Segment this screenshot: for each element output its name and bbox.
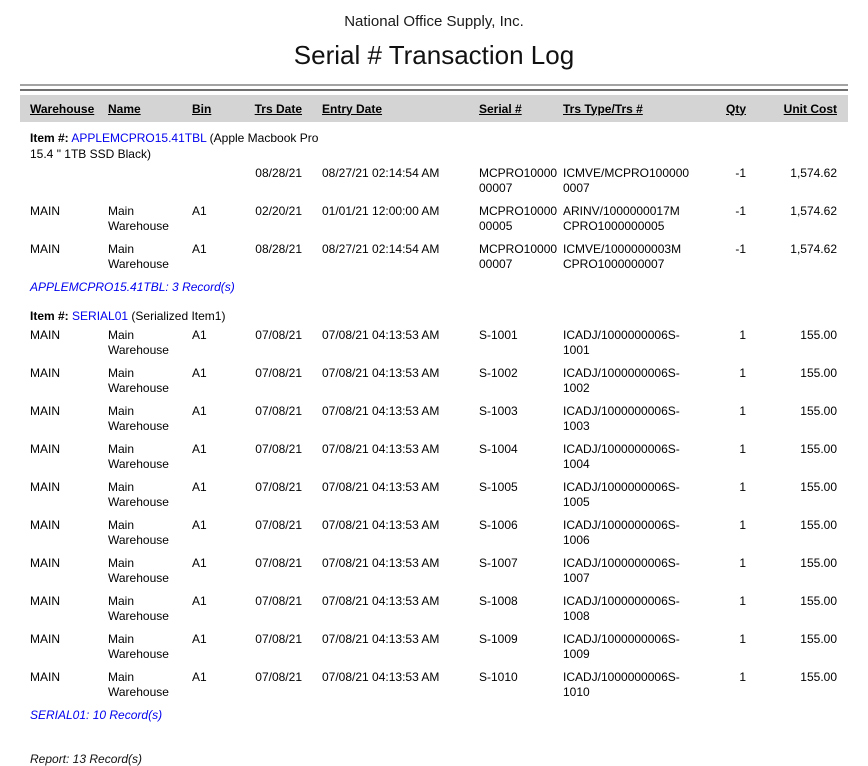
cell-trs-date: 07/08/21 [255,556,302,570]
title-divider [20,84,848,91]
table-row [30,556,868,586]
item-description: (Apple Macbook Pro 15.4 " 1TB SSD Black) [30,131,319,161]
cell-serial: MCPRO10000 00007 [479,166,558,195]
column-header-trs-type: Trs Type/Trs # [563,101,643,116]
cell-name: Main Warehouse [108,442,169,471]
cell-trs-date: 07/08/21 [255,404,302,418]
table-row [30,366,868,396]
cell-unit-cost: 155.00 [800,366,837,380]
cell-name: Main Warehouse [108,366,169,395]
cell-qty: 1 [739,632,746,646]
cell-warehouse: MAIN [30,204,60,218]
cell-trs-type: ICADJ/1000000006S- 1002 [563,366,680,395]
cell-name: Main Warehouse [108,242,169,271]
column-header-unit-cost: Unit Cost [783,101,837,116]
company-name: National Office Supply, Inc. [344,13,524,30]
cell-name: Main Warehouse [108,328,169,357]
cell-unit-cost: 155.00 [800,632,837,646]
item-description: (Serialized Item1) [131,309,226,323]
table-row [30,670,868,700]
item-code-link[interactable]: APPLEMCPRO15.41TBL [71,131,207,145]
cell-warehouse: MAIN [30,594,60,608]
column-header-trs-date: Trs Date [254,101,302,116]
cell-unit-cost: 155.00 [800,480,837,494]
cell-warehouse: MAIN [30,480,60,494]
item-number-label: Item #: [30,309,69,323]
cell-trs-date: 07/08/21 [255,670,302,684]
cell-unit-cost: 155.00 [800,670,837,684]
cell-name: Main Warehouse [108,404,169,433]
cell-unit-cost: 1,574.62 [790,204,837,218]
cell-entry-date: 07/08/21 04:13:53 AM [322,328,440,342]
cell-trs-type: ICADJ/1000000006S- 1008 [563,594,680,623]
column-header-serial: Serial # [479,101,522,116]
column-header-bin: Bin [192,101,212,116]
cell-trs-date: 07/08/21 [255,366,302,380]
column-header-qty: Qty [725,101,746,116]
cell-name: Main Warehouse [108,632,169,661]
cell-serial: S-1008 [479,594,518,608]
group-footer: APPLEMCPRO15.41TBL: 3 Record(s) [30,280,235,294]
cell-entry-date: 07/08/21 04:13:53 AM [322,670,440,684]
item-group [30,130,868,294]
cell-trs-type: ICMVE/1000000003M CPRO1000000007 [563,242,682,271]
cell-trs-type: ICMVE/MCPRO100000 0007 [563,166,690,195]
table-row [30,480,868,510]
cell-qty: 1 [739,670,746,684]
table-row [30,518,868,548]
cell-name: Main Warehouse [108,518,169,547]
cell-trs-date: 07/08/21 [255,480,302,494]
cell-unit-cost: 155.00 [800,556,837,570]
cell-warehouse: MAIN [30,632,60,646]
cell-entry-date: 07/08/21 04:13:53 AM [322,632,440,646]
cell-qty: 1 [739,442,746,456]
cell-unit-cost: 155.00 [800,442,837,456]
table-row [30,328,868,358]
table-row [30,404,868,434]
cell-entry-date: 07/08/21 04:13:53 AM [322,518,440,532]
cell-trs-type: ICADJ/1000000006S- 1006 [563,518,680,547]
cell-bin: A1 [192,204,207,218]
cell-bin: A1 [192,518,207,532]
cell-name: Main Warehouse [108,670,169,699]
group-footer: SERIAL01: 10 Record(s) [30,708,163,722]
cell-trs-type: ICADJ/1000000006S- 1003 [563,404,680,433]
cell-entry-date: 01/01/21 12:00:00 AM [322,204,440,218]
column-header-name: Name [108,101,141,116]
cell-qty: 1 [739,556,746,570]
item-header [30,130,322,162]
cell-bin: A1 [192,632,207,646]
cell-warehouse: MAIN [30,328,60,342]
cell-trs-date: 07/08/21 [255,594,302,608]
cell-trs-type: ARINV/1000000017M CPRO1000000005 [563,204,680,233]
cell-serial: MCPRO10000 00007 [479,242,558,271]
cell-serial: S-1002 [479,366,518,380]
cell-qty: 1 [739,518,746,532]
report-body [0,122,868,766]
cell-trs-date: 08/28/21 [255,166,302,180]
cell-name: Main Warehouse [108,480,169,509]
cell-entry-date: 07/08/21 04:13:53 AM [322,594,440,608]
cell-name: Main Warehouse [108,556,169,585]
cell-bin: A1 [192,670,207,684]
cell-trs-type: ICADJ/1000000006S- 1007 [563,556,680,585]
cell-qty: -1 [735,166,746,180]
cell-trs-date: 07/08/21 [255,328,302,342]
cell-trs-type: ICADJ/1000000006S- 1010 [563,670,680,699]
cell-trs-date: 07/08/21 [255,632,302,646]
cell-serial: S-1005 [479,480,518,494]
cell-unit-cost: 1,574.62 [790,242,837,256]
cell-warehouse: MAIN [30,670,60,684]
cell-bin: A1 [192,366,207,380]
cell-entry-date: 08/27/21 02:14:54 AM [322,166,440,180]
column-header-row [20,95,848,122]
cell-trs-type: ICADJ/1000000006S- 1001 [563,328,680,357]
cell-serial: S-1001 [479,328,518,342]
cell-warehouse: MAIN [30,556,60,570]
cell-serial: S-1004 [479,442,518,456]
cell-unit-cost: 155.00 [800,404,837,418]
cell-qty: -1 [735,242,746,256]
cell-entry-date: 07/08/21 04:13:53 AM [322,404,440,418]
table-row [30,594,868,624]
cell-qty: 1 [739,366,746,380]
item-code-link[interactable]: SERIAL01 [72,309,129,323]
cell-warehouse: MAIN [30,366,60,380]
cell-unit-cost: 155.00 [800,594,837,608]
cell-trs-date: 07/08/21 [255,518,302,532]
cell-warehouse: MAIN [30,518,60,532]
cell-qty: 1 [739,594,746,608]
cell-serial: S-1009 [479,632,518,646]
table-row [30,632,868,662]
group-rows [30,328,868,700]
cell-bin: A1 [192,242,207,256]
item-group [30,308,868,722]
cell-warehouse: MAIN [30,442,60,456]
cell-trs-date: 02/20/21 [255,204,302,218]
cell-trs-type: ICADJ/1000000006S- 1004 [563,442,680,471]
cell-name: Main Warehouse [108,594,169,623]
cell-trs-type: ICADJ/1000000006S- 1005 [563,480,680,509]
cell-trs-date: 07/08/21 [255,442,302,456]
table-row [30,166,868,196]
cell-bin: A1 [192,442,207,456]
cell-bin: A1 [192,404,207,418]
cell-unit-cost: 155.00 [800,518,837,532]
report-footer: Report: 13 Record(s) [30,752,143,766]
cell-warehouse: MAIN [30,242,60,256]
cell-trs-date: 08/28/21 [255,242,302,256]
divider-line-bottom [20,89,848,91]
cell-bin: A1 [192,480,207,494]
cell-entry-date: 07/08/21 04:13:53 AM [322,442,440,456]
cell-entry-date: 07/08/21 04:13:53 AM [322,480,440,494]
group-rows [30,166,868,272]
column-header-entry-date: Entry Date [322,101,383,116]
table-row [30,442,868,472]
cell-bin: A1 [192,594,207,608]
item-number-label: Item #: [30,131,69,145]
cell-serial: S-1007 [479,556,518,570]
cell-unit-cost: 155.00 [800,328,837,342]
cell-entry-date: 07/08/21 04:13:53 AM [322,366,440,380]
cell-trs-type: ICADJ/1000000006S- 1009 [563,632,680,661]
cell-serial: S-1006 [479,518,518,532]
cell-qty: 1 [739,480,746,494]
cell-qty: 1 [739,404,746,418]
report-title: Serial # Transaction Log [293,40,575,70]
table-row [30,242,868,272]
cell-bin: A1 [192,328,207,342]
cell-bin: A1 [192,556,207,570]
cell-qty: -1 [735,204,746,218]
table-row [30,204,868,234]
cell-warehouse: MAIN [30,404,60,418]
cell-serial: S-1003 [479,404,518,418]
cell-qty: 1 [739,328,746,342]
cell-unit-cost: 1,574.62 [790,166,837,180]
item-header [30,308,322,324]
cell-entry-date: 08/27/21 02:14:54 AM [322,242,440,256]
cell-entry-date: 07/08/21 04:13:53 AM [322,556,440,570]
cell-name: Main Warehouse [108,204,169,233]
column-header-warehouse: Warehouse [30,101,95,116]
cell-serial: MCPRO10000 00005 [479,204,558,233]
cell-serial: S-1010 [479,670,518,684]
